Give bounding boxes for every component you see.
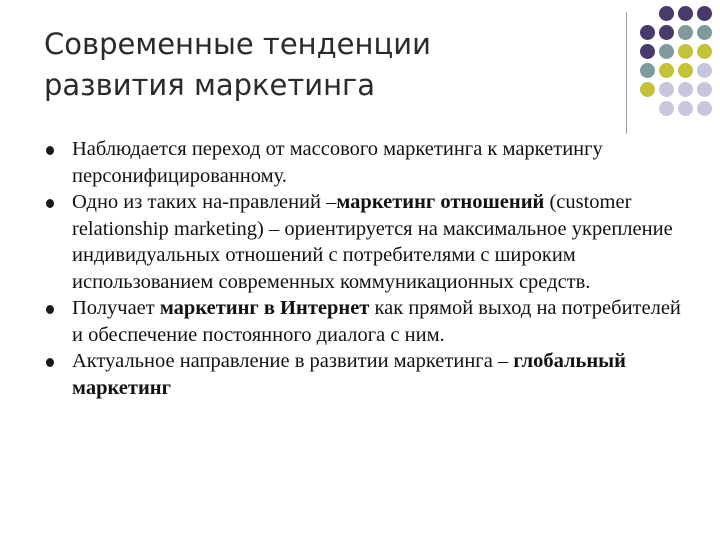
decorative-dot (678, 63, 693, 78)
decorative-dot (659, 44, 674, 59)
bullet-text: (customer relationship marketing) – ориентируется на максимальное укрепление индивидуальных отношений с потребителями с широким использованием современных коммуникационных средств. (72, 191, 673, 293)
slide-title (44, 24, 604, 106)
bullet-emphasis: маркетинг отношений (336, 191, 545, 213)
bullet-item (46, 189, 686, 295)
slide-title-line1: Современные тенденции (44, 27, 431, 61)
bullet-item (46, 348, 686, 401)
bullet-text: Получает (72, 297, 160, 319)
bullet-list (46, 136, 686, 401)
bullet-text: Наблюдается переход от массового маркетинга к маркетингу персонифицированному. (72, 138, 603, 187)
bullet-text: Одно из таких на-правлений – (72, 191, 337, 213)
decorative-dot (640, 25, 655, 40)
decorative-dot (640, 63, 655, 78)
decorative-dot (678, 82, 693, 97)
decorative-dot (678, 6, 693, 21)
decorative-dot (659, 6, 674, 21)
decorative-dot (659, 101, 674, 116)
decorative-dot (697, 63, 712, 78)
decorative-dot (697, 25, 712, 40)
decorative-dot (678, 44, 693, 59)
decorative-dot (697, 44, 712, 59)
decorative-dot (697, 101, 712, 116)
bullet-dot-icon (46, 199, 54, 208)
decorative-dot (678, 101, 693, 116)
decorative-dot (678, 25, 693, 40)
bullet-item (46, 136, 686, 189)
decorative-dot (659, 63, 674, 78)
bullet-dot-icon (46, 146, 54, 155)
bullet-dot-icon (46, 305, 54, 314)
bullet-item (46, 295, 686, 348)
bullet-text: как прямой выход на потребителей и обеспечение постоянного диалога с ним. (72, 297, 681, 346)
bullet-dot-icon (46, 358, 54, 367)
bullet-emphasis: глобальный маркетинг (72, 350, 626, 399)
bullet-text: Актуальное направление в развитии маркетинга – (72, 350, 514, 372)
vertical-divider (626, 12, 627, 134)
decorative-dot (640, 82, 655, 97)
bullet-emphasis: маркетинг в Интернет (159, 297, 370, 319)
decorative-dot (697, 82, 712, 97)
decorative-dot (640, 44, 655, 59)
slide-title-line2: развития маркетинга (44, 68, 376, 102)
decorative-dot (697, 6, 712, 21)
decorative-dot (659, 82, 674, 97)
decorative-dot (659, 25, 674, 40)
